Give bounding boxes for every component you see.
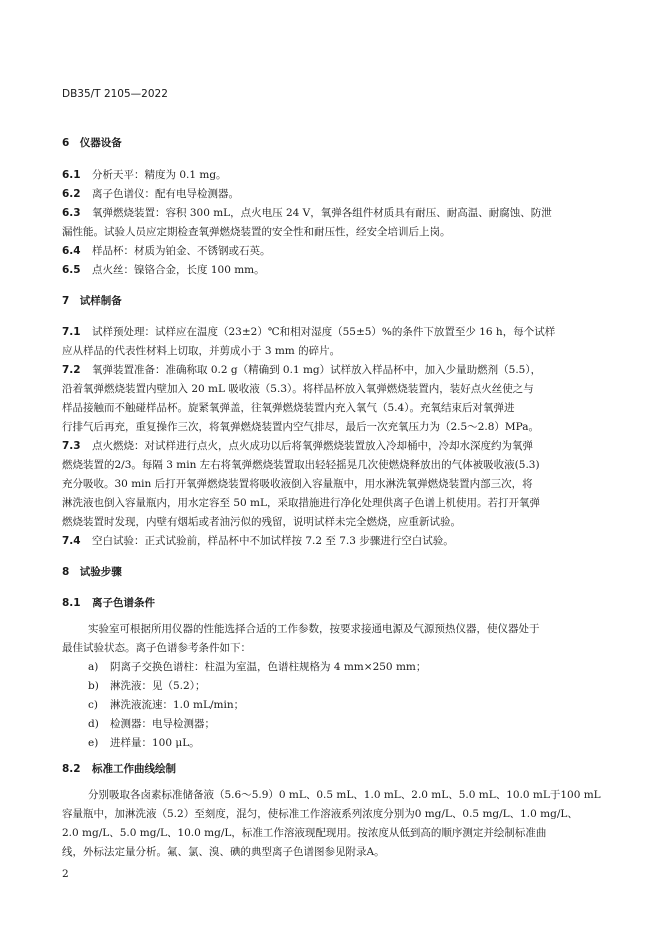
item-text: 试样预处理：试样应在温度（23±2）℃和相对湿度（55±5）%的条件下放置至少 16 h，每个试样 (92, 326, 556, 338)
item-6-2 (62, 187, 602, 201)
item-number: 6.1 (62, 169, 81, 181)
item-7-1-continuation: 应从样品的代表性材料上切取，并剪成小于 3 mm 的碎片。 (62, 345, 341, 357)
item-text: 离子色谱仪：配有电导检测器。 (92, 188, 239, 200)
paragraph-8-2-continuation-2: 2.0 mg/L、5.0 mg/L、10.0 mg/L，标准工作溶液现配现用。按浓度从低到高的顺序测定并绘制标准曲 (62, 827, 547, 839)
section-8-heading: 8 试验步骤 (62, 566, 122, 578)
item-number: 7.4 (62, 535, 81, 547)
item-text: 点火燃烧：对试样进行点火，点火成功以后将氧弹燃烧装置放入冷却桶中，冷却水深度约为氧弹 (92, 440, 533, 452)
list-item-c (62, 698, 628, 712)
list-text: 阴离子交换色谱柱：柱温为室温，色谱柱规格为 4 mm×250 mm； (110, 661, 427, 673)
subsection-title: 标准工作曲线绘制 (92, 763, 176, 775)
list-label: b) (88, 680, 99, 692)
list-text: 进样量：100 μL。 (110, 737, 200, 749)
item-text: 空白试验：正式试验前，样品杯中不加试样按 7.2 至 7.3 步骤进行空白试验。 (92, 535, 454, 547)
page-number: 2 (62, 868, 69, 880)
item-text: 样品杯：材质为铂金、不锈钢或石英。 (92, 245, 271, 257)
item-7-3-continuation-3: 淋洗液也倒入容量瓶内，用水定容至 50 mL，采取措施进行净化处理供离子色谱上机使用。若打开氧弹 (62, 497, 540, 509)
subsection-8-2-heading (62, 762, 602, 776)
list-item-b (62, 679, 628, 693)
item-7-2-continuation-2: 样品接触而不触碰样品杯。旋紧氧弹盖，往氧弹燃烧装置内充入氧气（5.4）。充氧结束后对氧弹进 (62, 402, 515, 414)
item-7-2-continuation-3: 行排气后再充，重复操作三次，将氧弹燃烧装置内空气排尽，最后一次充氧压力为（2.5～2.8）MPa。 (62, 421, 539, 433)
list-text: 淋洗液：见（5.2）； (110, 680, 206, 692)
list-label: d) (88, 718, 99, 730)
item-6-1 (62, 168, 602, 182)
item-text: 氧弹装置准备：准确称取 0.2 g（精确到 0.1 mg）试样放入样品杯中，加入少量助燃剂（5.5）， (92, 364, 542, 376)
item-number: 8.1 (62, 597, 81, 609)
subsection-8-1-heading (62, 596, 602, 610)
item-7-3-continuation-2: 充分吸收。30 min 后打开氧弹燃烧装置将吸收液倒入容量瓶中，用水淋洗氧弹燃烧装置内部三次，将 (62, 478, 533, 490)
item-text: 点火丝：镍铬合金，长度 100 mm。 (92, 264, 265, 276)
section-6-heading: 6 仪器设备 (62, 137, 122, 149)
list-item-e (62, 736, 628, 750)
list-label: a) (88, 661, 99, 673)
item-6-3 (62, 206, 602, 220)
item-7-2 (62, 363, 602, 377)
section-7-heading: 7 试样制备 (62, 295, 122, 307)
item-6-3-continuation: 漏性能。试验人员应定期检查氧弹燃烧装置的安全性和耐压性，经安全培训后上岗。 (62, 226, 451, 238)
list-label: e) (88, 737, 99, 749)
item-text: 分析天平：精度为 0.1 mg。 (92, 169, 227, 181)
item-7-3-continuation-4: 燃烧装置时发现，内壁有烟垢或者油污似的残留，说明试样未完全燃烧，应重新试验。 (62, 516, 461, 528)
subsection-title: 离子色谱条件 (92, 597, 155, 609)
item-7-2-continuation-1: 沿着氧弹燃烧装置内壁加入 20 mL 吸收液（5.3）。将样品杯放入氧弹燃烧装置内，装好点火丝使之与 (62, 383, 534, 395)
item-number: 6.4 (62, 245, 81, 257)
list-text: 淋洗液流速：1.0 mL/min； (110, 699, 245, 711)
item-number: 7.2 (62, 364, 81, 376)
item-number: 7.3 (62, 440, 81, 452)
item-number: 8.2 (62, 763, 81, 775)
list-label: c) (88, 699, 98, 711)
paragraph-8-2: 分别吸取各卤素标准储备液（5.6～5.9）0 mL、0.5 mL、1.0 mL、2.0 mL、5.0 mL、10.0 mL于100 mL (88, 789, 601, 801)
list-text: 检测器：电导检测器； (110, 718, 215, 730)
item-number: 6.3 (62, 207, 81, 219)
list-item-d (62, 717, 628, 731)
item-7-3-continuation-1: 燃烧装置的2/3。每隔 3 min 左右将氧弹燃烧装置取出轻轻摇晃几次使燃烧释放出的气体被吸收液(5.3) (62, 459, 540, 471)
paragraph-8-2-continuation-1: 容量瓶中，加淋洗液（5.2）至刻度，混匀，使标准工作溶液系列浓度分别为0 mg/L、0.5 mg/L、1.0 mg/L、 (62, 808, 578, 820)
paragraph-8-2-continuation-3: 线，外标法定量分析。氟、氯、溴、碘的典型离子色谱图参见附录A。 (62, 846, 385, 858)
item-6-5 (62, 263, 602, 277)
item-number: 6.2 (62, 188, 81, 200)
item-7-4 (62, 534, 602, 548)
item-number: 7.1 (62, 326, 81, 338)
document-code: DB35/T 2105—2022 (62, 88, 168, 100)
item-text: 氧弹燃烧装置：容积 300 mL，点火电压 24 V，氧弹各组件材质具有耐压、耐高温、耐腐蚀、防泄 (92, 207, 552, 219)
list-item-a (62, 660, 628, 674)
item-number: 6.5 (62, 264, 81, 276)
item-6-4 (62, 244, 602, 258)
item-7-3 (62, 439, 602, 453)
paragraph-8-1: 实验室可根据所用仪器的性能选择合适的工作参数，按要求接通电源及气源预热仪器，使仪器处于 (88, 623, 540, 635)
item-7-1 (62, 325, 602, 339)
paragraph-8-1-continuation: 最佳试验状态。离子色谱参考条件如下： (62, 642, 251, 654)
